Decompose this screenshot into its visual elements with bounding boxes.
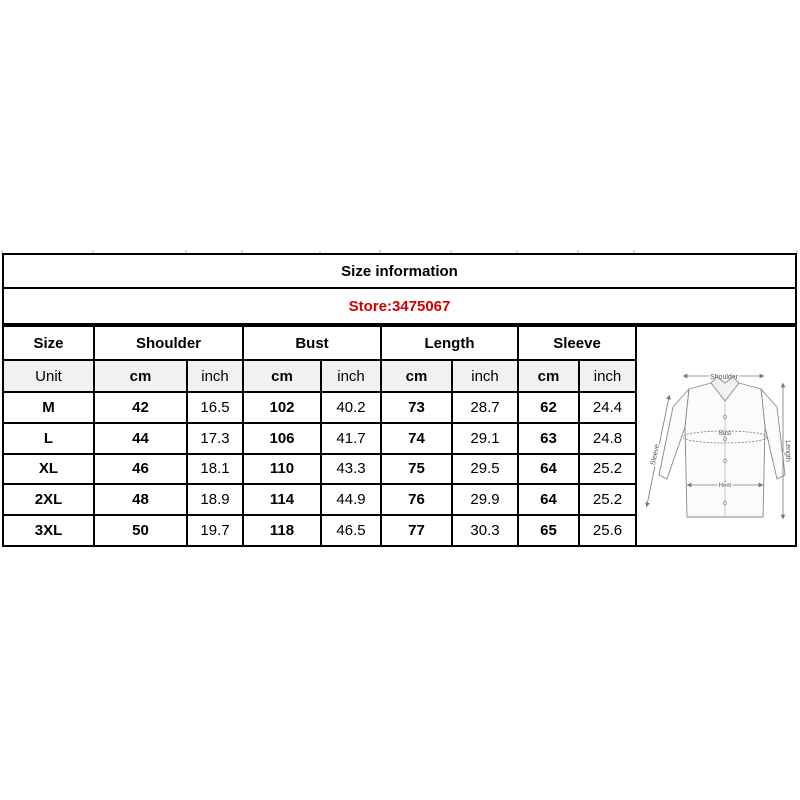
size-cell: L [3,423,94,454]
unit-cm: cm [243,360,321,392]
table-row [3,484,636,515]
shoulder-inch-cell: 16.5 [187,392,243,423]
unit-inch: inch [321,360,381,392]
unit-inch: inch [187,360,243,392]
length-diagram-label: Length [784,440,791,462]
table-header-row [3,326,636,360]
length-inch-cell: 29.9 [452,484,518,515]
length-cm-cell: 73 [381,392,452,423]
sleeve-cm-cell: 65 [518,515,579,546]
table-row [3,515,636,546]
unit-inch: inch [579,360,636,392]
unit-inch: inch [452,360,518,392]
shoulder-inch-cell: 18.1 [187,454,243,485]
table-row [3,392,636,423]
shoulder-cm-cell: 48 [94,484,187,515]
shoulder-inch-cell: 19.7 [187,515,243,546]
bust-cm-cell: 118 [243,515,321,546]
length-inch-cell: 28.7 [452,392,518,423]
unit-label: Unit [3,360,94,392]
shoulder-cm-cell: 42 [94,392,187,423]
shoulder-cm-cell: 50 [94,515,187,546]
bust-inch-cell: 41.7 [321,423,381,454]
unit-cm: cm [381,360,452,392]
size-cell: XL [3,454,94,485]
size-chart [0,253,800,547]
unit-row [3,360,636,392]
sleeve-inch-cell: 25.2 [579,484,636,515]
length-inch-cell: 29.5 [452,454,518,485]
size-cell: 2XL [3,484,94,515]
bust-inch-cell: 46.5 [321,515,381,546]
size-table [2,325,637,547]
bust-cm-cell: 102 [243,392,321,423]
bust-inch-cell: 43.3 [321,454,381,485]
bust-cm-cell: 106 [243,423,321,454]
bust-inch-cell: 40.2 [321,392,381,423]
size-cell: M [3,392,94,423]
shoulder-inch-cell: 17.3 [187,423,243,454]
bust-inch-cell: 44.9 [321,484,381,515]
bust-diagram-label: Bust [718,431,732,437]
sleeve-inch-cell: 24.8 [579,423,636,454]
sleeve-diagram-label: Sleeve [649,443,662,466]
sleeve-inch-cell: 25.6 [579,515,636,546]
table-row [3,423,636,454]
sleeve-cm-cell: 63 [518,423,579,454]
sleeve-cm-cell: 64 [518,484,579,515]
table-row [3,454,636,485]
column-header-bust: Bust [243,326,381,360]
size-cell: 3XL [3,515,94,546]
unit-cm: cm [94,360,187,392]
size-chart-title: Size information [2,253,797,289]
length-cm-cell: 75 [381,454,452,485]
shirt-outline [659,377,785,517]
shirt-diagram-cell [633,325,797,547]
sleeve-inch-cell: 25.2 [579,454,636,485]
length-inch-cell: 29.1 [452,423,518,454]
shoulder-cm-cell: 44 [94,423,187,454]
column-header-length: Length [381,326,518,360]
length-cm-cell: 77 [381,515,452,546]
length-inch-cell: 30.3 [452,515,518,546]
unit-cm: cm [518,360,579,392]
column-header-shoulder: Shoulder [94,326,243,360]
shoulder-cm-cell: 46 [94,454,187,485]
column-header-size: Size [3,326,94,360]
length-cm-cell: 74 [381,423,452,454]
length-cm-cell: 76 [381,484,452,515]
bust-cm-cell: 110 [243,454,321,485]
shirt-diagram [633,327,795,547]
hem-diagram-label: Hem [718,483,732,489]
store-label: Store:3475067 [2,289,797,325]
sleeve-inch-cell: 24.4 [579,392,636,423]
sleeve-cm-cell: 64 [518,454,579,485]
shoulder-diagram-label: Shoulder [709,374,739,381]
column-header-sleeve: Sleeve [518,326,636,360]
bust-cm-cell: 114 [243,484,321,515]
sleeve-cm-cell: 62 [518,392,579,423]
shoulder-inch-cell: 18.9 [187,484,243,515]
